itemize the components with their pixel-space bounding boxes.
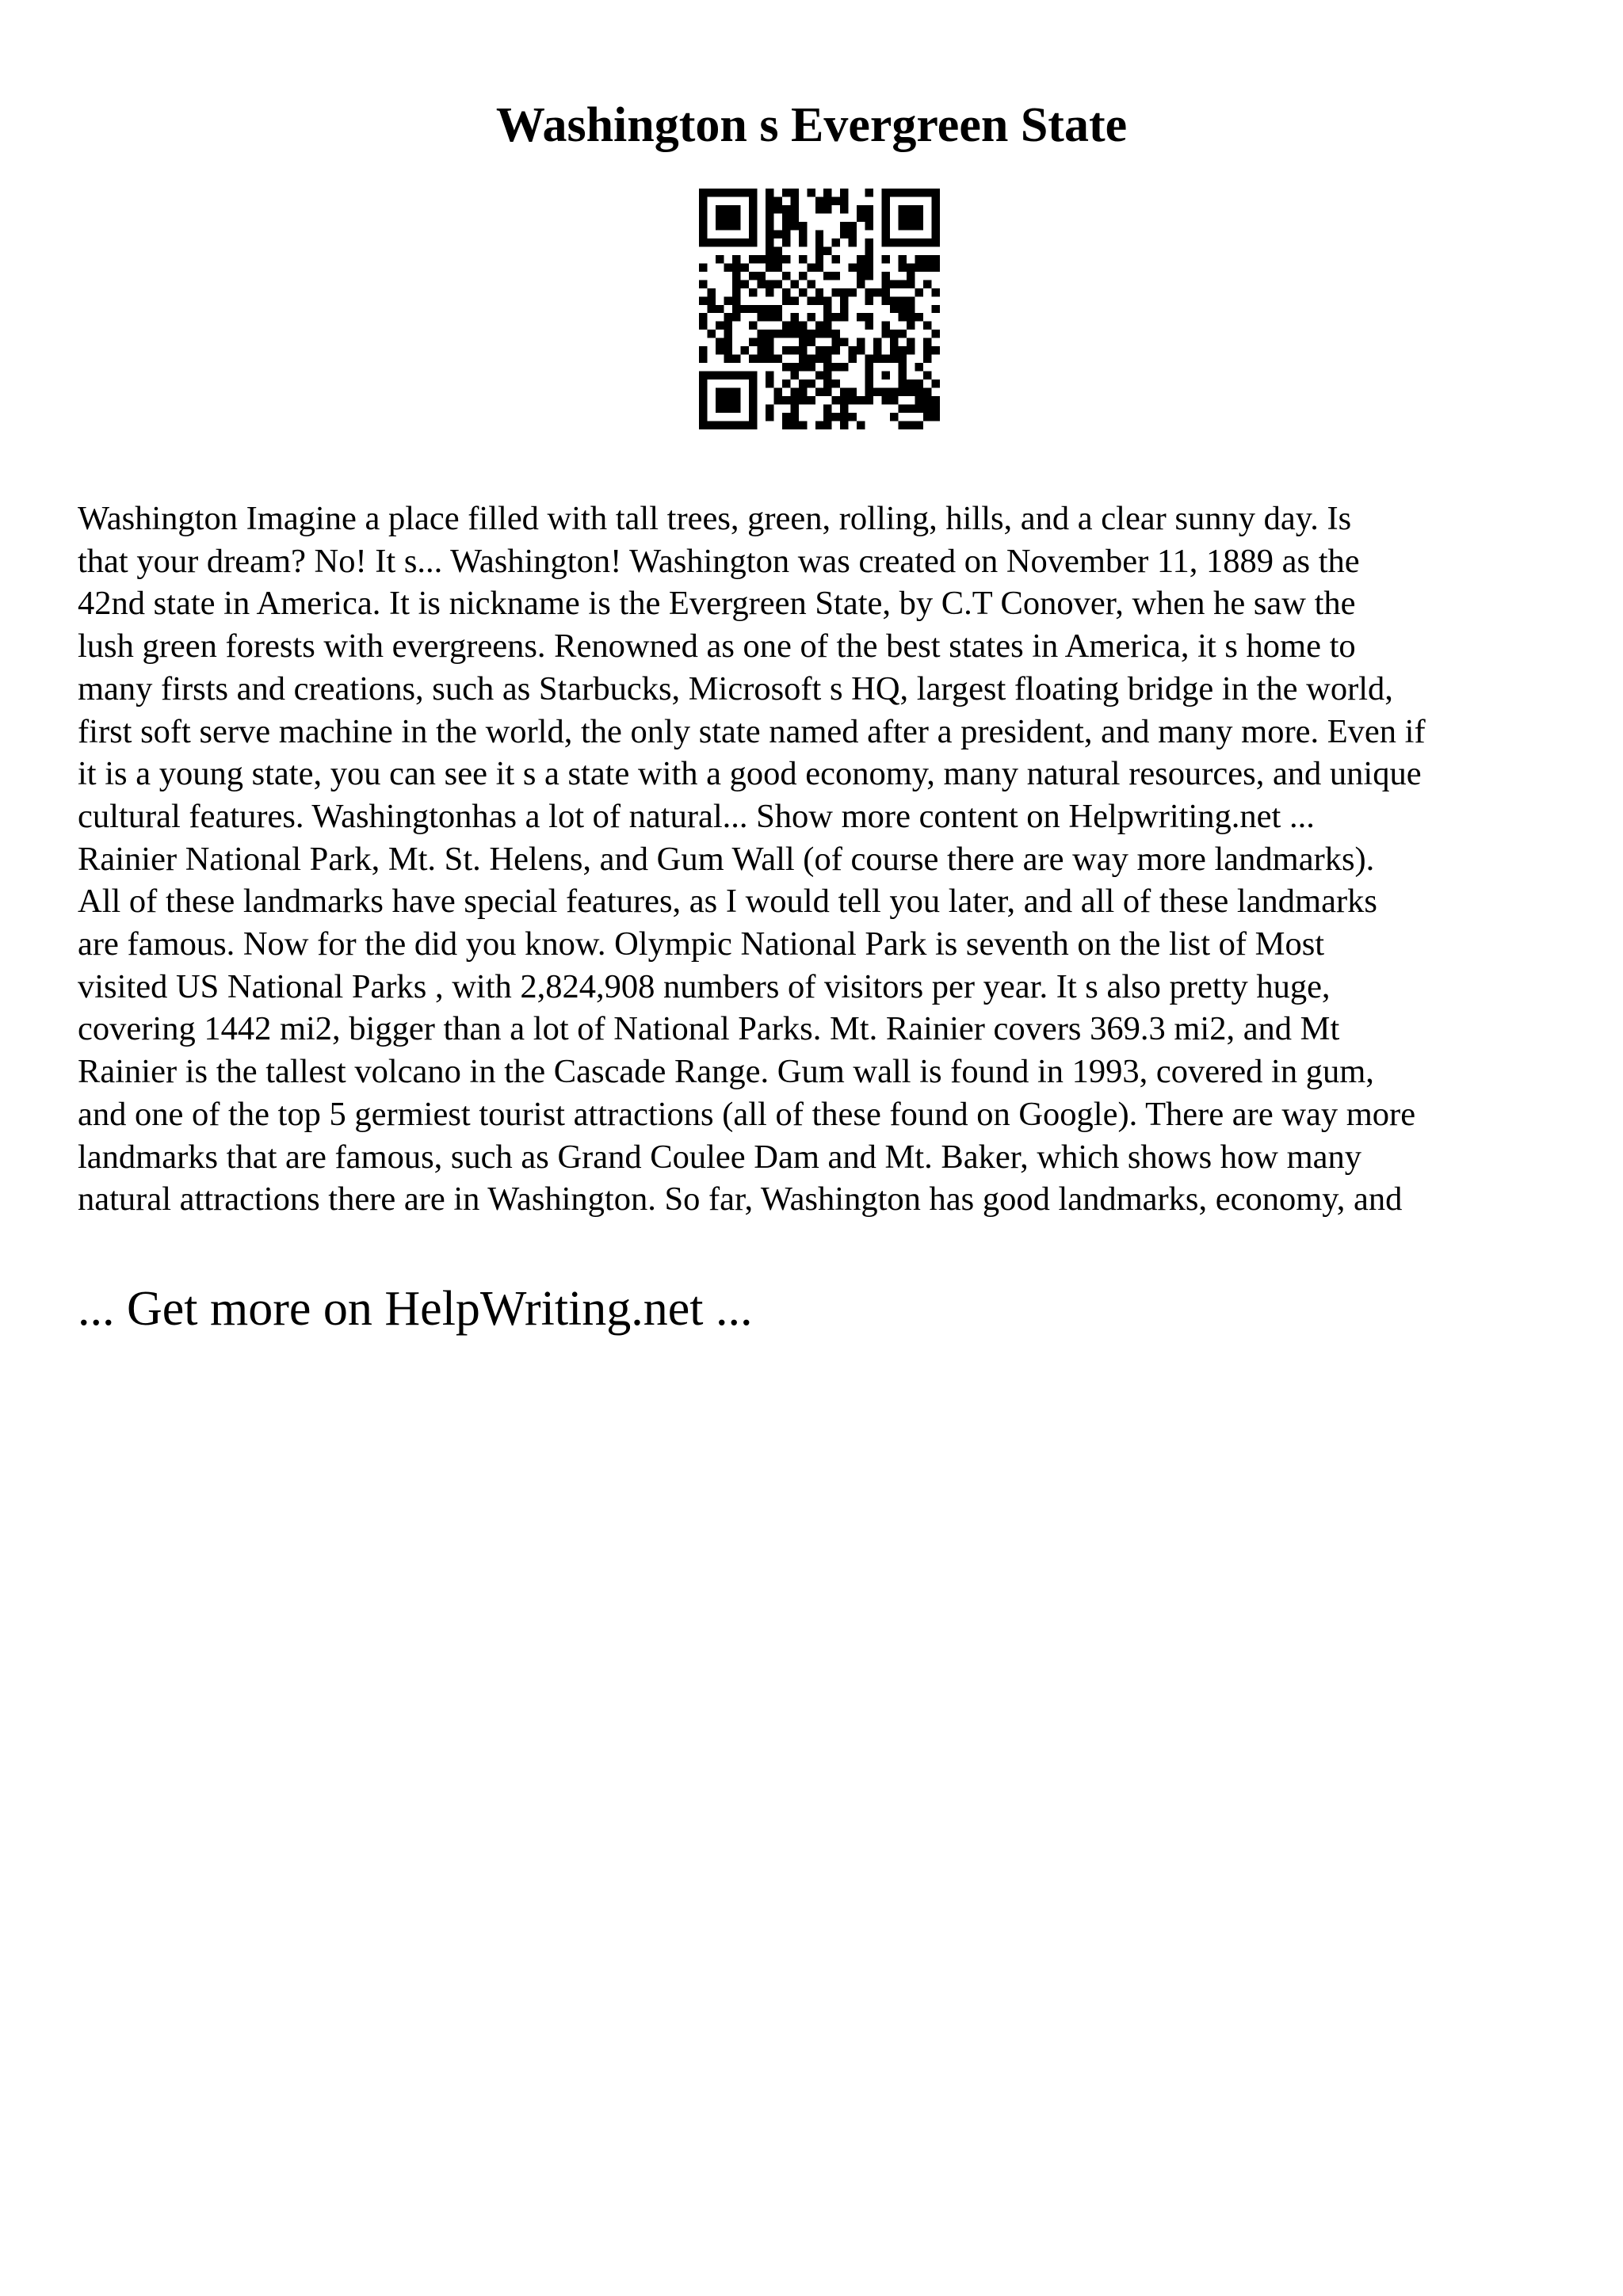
page-title: Washington s Evergreen State bbox=[495, 98, 1128, 152]
body-text-line: covering 1442 mi2, bigger than a lot of National Parks. Mt. Rainier covers 369.3 mi2, and Mt bbox=[78, 1010, 1340, 1048]
body-text-line: Rainier is the tallest volcano in the Cascade Range. Gum wall is found in 1993, covered in gum, bbox=[78, 1053, 1374, 1091]
body-text-line: visited US National Parks , with 2,824,908 numbers of visitors per year. It s also pretty huge, bbox=[78, 967, 1331, 1005]
qr-code-icon bbox=[699, 189, 940, 429]
body-text-line: cultural features. Washingtonhas a lot of natural... Show more content on Helpwriting.net ... bbox=[78, 797, 1315, 835]
body-text-line: landmarks that are famous, such as Grand Coulee Dam and Mt. Baker, which shows how many bbox=[78, 1138, 1362, 1176]
body-text-line: natural attractions there are in Washington. So far, Washington has good landmarks, economy, and bbox=[78, 1180, 1403, 1219]
body-text-line: are famous. Now for the did you know. Olympic National Park is seventh on the list of Most bbox=[78, 925, 1325, 963]
body-text-line: many firsts and creations, such as Starbucks, Microsoft s HQ, largest floating bridge in the world, bbox=[78, 669, 1393, 707]
body-text-line: Rainier National Park, Mt. St. Helens, and Gum Wall (of course there are way more landmarks). bbox=[78, 840, 1375, 878]
body-text-line: and one of the top 5 germiest tourist attractions (all of these found on Google). There are way more bbox=[78, 1095, 1416, 1133]
body-text-line: All of these landmarks have special features, as I would tell you later, and all of these landmarks bbox=[78, 883, 1377, 921]
body-text-line: it is a young state, you can see it s a state with a good economy, many natural resources, and unique bbox=[78, 755, 1422, 793]
body-text-line: Washington Imagine a place filled with tall trees, green, rolling, hills, and a clear sunny day. Is bbox=[78, 500, 1352, 537]
body-text-line: 42nd state in America. It is nickname is the Evergreen State, by C.T Conover, when he saw the bbox=[78, 585, 1356, 623]
qr-code-graphic bbox=[699, 189, 940, 429]
body-text-line: that your dream? No! It s... Washington! Washington was created on November 11, 1889 as the bbox=[78, 542, 1360, 580]
get-more-link[interactable]: ... Get more on HelpWriting.net ... bbox=[78, 1282, 753, 1336]
body-text-line: lush green forests with evergreens. Renowned as one of the best states in America, it s home to bbox=[78, 627, 1356, 666]
document-body bbox=[78, 498, 1568, 1221]
body-text-line: first soft serve machine in the world, the only state named after a president, and many more. Even if bbox=[78, 712, 1426, 750]
